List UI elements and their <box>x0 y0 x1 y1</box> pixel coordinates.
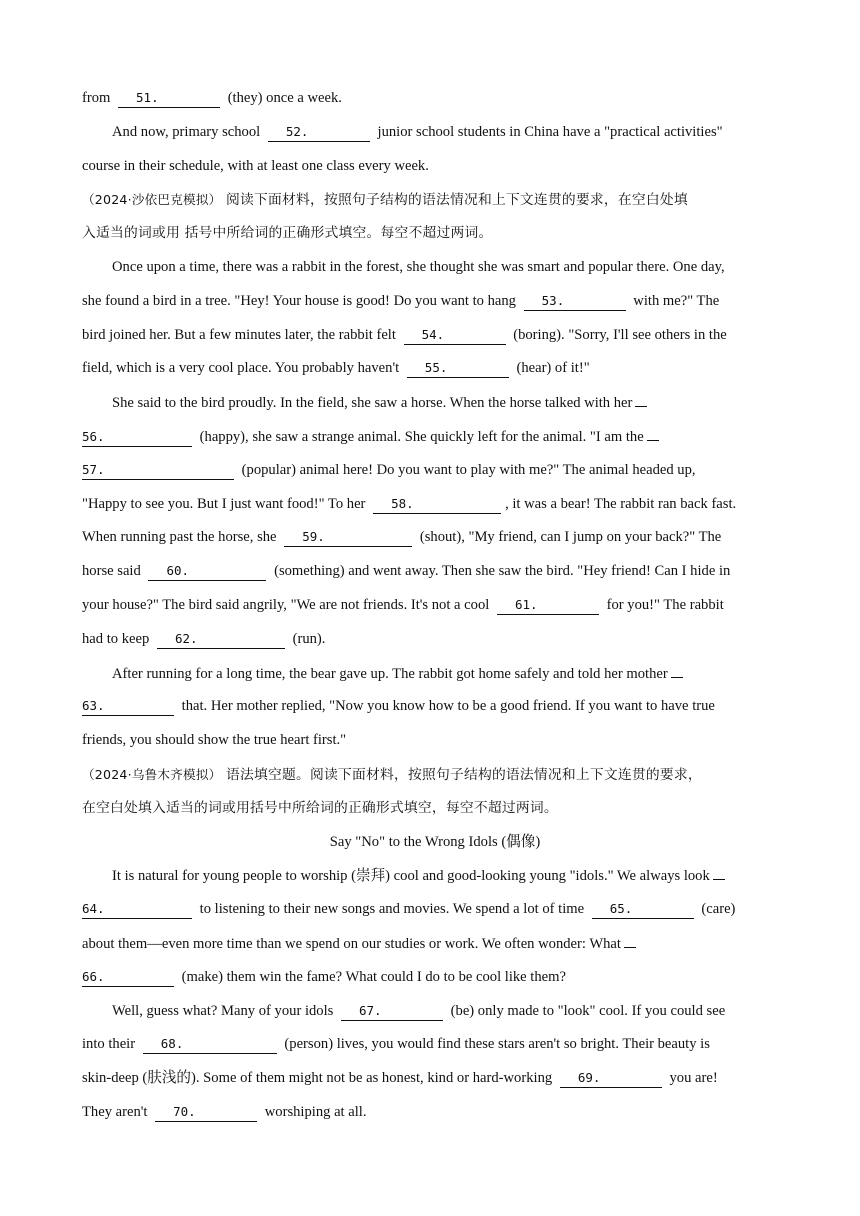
source-tag: （2024·乌鲁木齐模拟） <box>82 766 222 782</box>
answer-blank-64-start <box>713 859 725 880</box>
text-line: field, which is a very cool place. You probably haven't 55. (hear) of it!" <box>82 360 590 377</box>
section-instruction-1: （2024·沙依巴克模拟） 阅读下面材料，按照句子结构的语法情况和上下文连贯的要求，在空白处填 <box>82 192 688 209</box>
worksheet-page <box>82 82 788 1130</box>
text-line: After running for a long time, the bear gave up. The rabbit got home safely and told her mother <box>82 657 788 691</box>
answer-blank-60[interactable]: 60. <box>148 561 266 581</box>
answer-blank-63-start <box>671 657 683 678</box>
text-line: And now, primary school 52. junior school students in China have a "practical activities" <box>112 123 723 140</box>
answer-blank-67[interactable]: 67. <box>341 1001 443 1021</box>
text-line: friends, you should show the true heart first." <box>82 732 347 749</box>
answer-blank-51[interactable]: 51. <box>118 88 220 108</box>
text-line: When running past the horse, she 59. (shout), "My friend, can I jump on your back?" The <box>82 529 722 546</box>
text-line: She said to the bird proudly. In the field, she saw a horse. When the horse talked with her <box>82 386 788 420</box>
answer-blank-58[interactable]: 58. <box>373 494 501 514</box>
text-line: about them—even more time than we spend on our studies or work. We often wonder: What <box>82 927 788 961</box>
answer-blank-57-start <box>647 420 659 441</box>
answer-blank-66-start <box>624 927 636 948</box>
text-line: bird joined her. But a few minutes later, the rabbit felt 54. (boring). "Sorry, I'll see others in the <box>82 326 727 343</box>
passage-title: Say "No" to the Wrong Idols (偶像) <box>329 833 541 850</box>
answer-blank-54[interactable]: 54. <box>404 325 506 345</box>
text-line: your house?" The bird said angrily, "We are not friends. It's not a cool 61. for you!" The rabbit <box>82 596 724 613</box>
text-line: 56. (happy), she saw a strange animal. She quickly left for the animal. "I am the <box>82 420 788 454</box>
answer-blank-55[interactable]: 55. <box>407 358 509 378</box>
answer-blank-56[interactable]: 56. <box>82 427 192 447</box>
text-line: 66. (make) them win the fame? What could I do to be cool like them? <box>82 968 566 985</box>
answer-blank-52[interactable]: 52. <box>268 122 370 142</box>
text-line: They aren't 70. worshiping at all. <box>82 1103 367 1120</box>
answer-blank-53[interactable]: 53. <box>524 291 626 311</box>
section-instruction-2: （2024·乌鲁木齐模拟） 语法填空题。阅读下面材料，按照句子结构的语法情况和上下文连贯的要求， <box>82 766 702 783</box>
text-line: 63. that. Her mother replied, "Now you know how to be a good friend. If you want to have true <box>82 698 715 715</box>
answer-blank-59[interactable]: 59. <box>284 527 412 547</box>
text-line: from 51. (they) once a week. <box>82 90 342 106</box>
answer-blank-68[interactable]: 68. <box>143 1034 277 1054</box>
answer-blank-66[interactable]: 66. <box>82 967 174 987</box>
text-line: skin-deep (肤浅的). Some of them might not be as honest, kind or hard-working 69. you are! <box>82 1070 718 1087</box>
text-line: into their 68. (person) lives, you would find these stars aren't so bright. Their beauty is <box>82 1036 710 1053</box>
answer-blank-56-start <box>635 386 647 407</box>
text-line: 64. to listening to their new songs and movies. We spend a lot of time 65. (care) <box>82 901 736 918</box>
text-line: 57. (popular) animal here! Do you want to play with me?" The animal headed up, <box>82 461 696 478</box>
answer-blank-69[interactable]: 69. <box>560 1068 662 1088</box>
answer-blank-62[interactable]: 62. <box>157 629 285 649</box>
section-instruction-2-cont: 在空白处填入适当的词或用括号中所给词的正确形式填空，每空不超过两词。 <box>82 799 558 816</box>
answer-blank-64[interactable]: 64. <box>82 899 192 919</box>
answer-blank-61[interactable]: 61. <box>497 595 599 615</box>
answer-blank-63[interactable]: 63. <box>82 696 174 716</box>
text-line: had to keep 62. (run). <box>82 630 326 647</box>
source-tag: （2024·沙依巴克模拟） <box>82 192 222 208</box>
answer-blank-65[interactable]: 65. <box>592 899 694 919</box>
text-line: It is natural for young people to worship (崇拜) cool and good-looking young "idols." We always look <box>82 859 788 893</box>
text-line: horse said 60. (something) and went away. Then she saw the bird. "Hey friend! Can I hide in <box>82 563 731 580</box>
text-line: "Happy to see you. But I just want food!" To her 58. , it was a bear! The rabbit ran back fast. <box>82 495 737 512</box>
text-line: Well, guess what? Many of your idols 67. (be) only made to "look" cool. If you could see <box>112 1002 726 1019</box>
answer-blank-57[interactable]: 57. <box>82 460 234 480</box>
answer-blank-70[interactable]: 70. <box>155 1102 257 1122</box>
section-instruction-1-cont: 入适当的词或用 括号中所给词的正确形式填空。每空不超过两词。 <box>82 225 493 242</box>
text-line: Once upon a time, there was a rabbit in the forest, she thought she was smart and popular there. One day, <box>112 258 725 275</box>
text-line: course in their schedule, with at least one class every week. <box>82 157 429 174</box>
text-line: she found a bird in a tree. "Hey! Your house is good! Do you want to hang 53. with me?" The <box>82 292 720 309</box>
